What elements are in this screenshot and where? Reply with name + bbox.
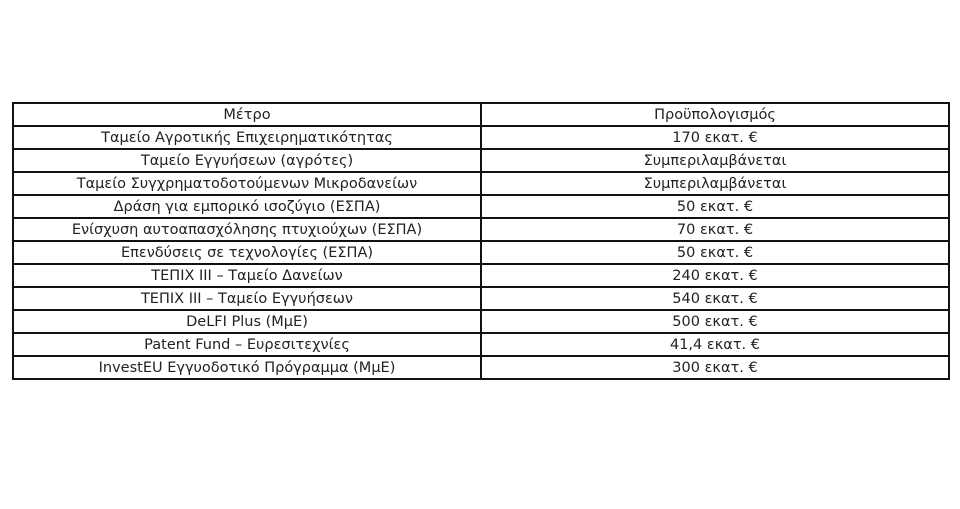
budget-cell: 170 εκατ. €	[481, 126, 949, 149]
budget-cell: 500 εκατ. €	[481, 310, 949, 333]
table-header-row	[13, 103, 949, 126]
measure-cell: InvestEU Εγγυοδοτικό Πρόγραμμα (ΜμΕ)	[13, 356, 481, 379]
table-row	[13, 356, 949, 379]
table-row	[13, 218, 949, 241]
measure-cell: Δράση για εμπορικό ισοζύγιο (ΕΣΠΑ)	[13, 195, 481, 218]
column-header-measure: Μέτρο	[13, 103, 481, 126]
table-row	[13, 287, 949, 310]
budget-cell: 70 εκατ. €	[481, 218, 949, 241]
budget-cell: Συμπεριλαμβάνεται	[481, 172, 949, 195]
measure-cell: Ταμείο Εγγυήσεων (αγρότες)	[13, 149, 481, 172]
table-row	[13, 195, 949, 218]
budget-cell: Συμπεριλαμβάνεται	[481, 149, 949, 172]
budget-cell: 300 εκατ. €	[481, 356, 949, 379]
table-row	[13, 333, 949, 356]
table-row	[13, 172, 949, 195]
budget-cell: 50 εκατ. €	[481, 195, 949, 218]
measure-cell: ΤΕΠΙΧ ΙΙΙ – Ταμείο Δανείων	[13, 264, 481, 287]
measure-cell: Ταμείο Αγροτικής Επιχειρηματικότητας	[13, 126, 481, 149]
table-row	[13, 126, 949, 149]
budget-table-container	[12, 102, 948, 380]
budget-cell: 50 εκατ. €	[481, 241, 949, 264]
measure-cell: Ενίσχυση αυτοαπασχόλησης πτυχιούχων (ΕΣΠΑ)	[13, 218, 481, 241]
budget-table	[12, 102, 950, 380]
measure-cell: Επενδύσεις σε τεχνολογίες (ΕΣΠΑ)	[13, 241, 481, 264]
measure-cell: Patent Fund – Ευρεσιτεχνίες	[13, 333, 481, 356]
measure-cell: ΤΕΠΙΧ ΙΙΙ – Ταμείο Εγγυήσεων	[13, 287, 481, 310]
table-row	[13, 264, 949, 287]
column-header-budget: Προϋπολογισμός	[481, 103, 949, 126]
budget-cell: 540 εκατ. €	[481, 287, 949, 310]
measure-cell: Ταμείο Συγχρηματοδοτούμενων Μικροδανείων	[13, 172, 481, 195]
table-row	[13, 149, 949, 172]
table-row	[13, 241, 949, 264]
measure-cell: DeLFI Plus (ΜμΕ)	[13, 310, 481, 333]
table-row	[13, 310, 949, 333]
budget-cell: 41,4 εκατ. €	[481, 333, 949, 356]
budget-cell: 240 εκατ. €	[481, 264, 949, 287]
